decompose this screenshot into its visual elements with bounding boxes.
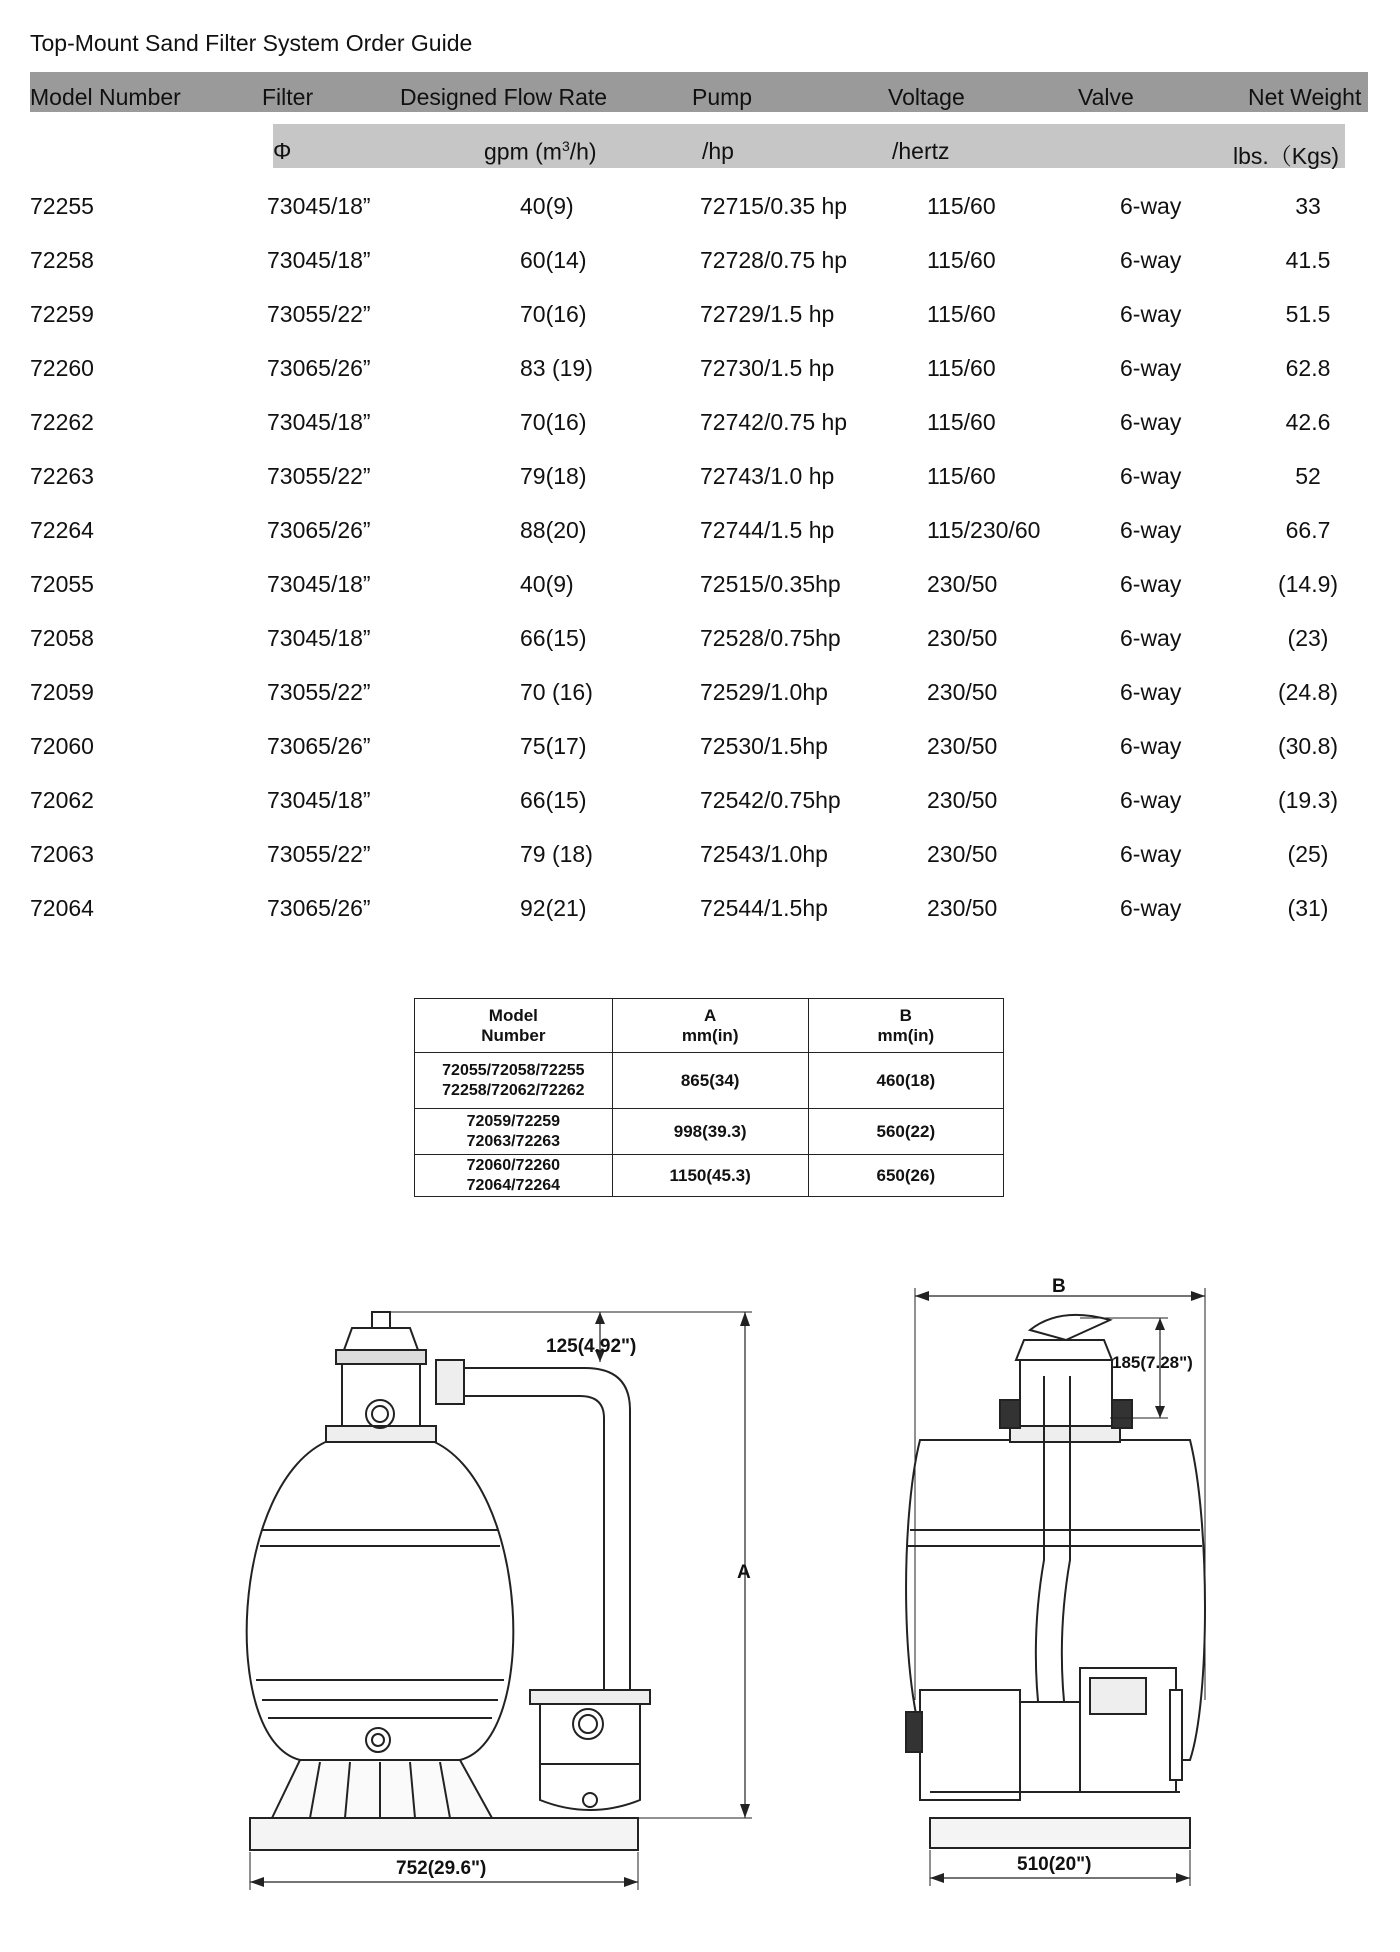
row-voltage: 115/60	[927, 193, 996, 219]
row-filter: 73065/26”	[267, 517, 371, 543]
row-model: 72260	[30, 355, 94, 381]
row-flow: 75(17)	[520, 733, 587, 759]
dim-a: 998(39.3)	[612, 1109, 808, 1155]
row-voltage: 230/50	[927, 679, 998, 705]
dim-b: 460(18)	[808, 1053, 1003, 1109]
row-model: 72063	[30, 841, 94, 867]
row-filter: 73055/22”	[267, 679, 371, 705]
row-weight: (25)	[1287, 841, 1329, 867]
page-title: Top-Mount Sand Filter System Order Guide	[30, 30, 473, 56]
front-top-dimension: 125(4.92")	[546, 1336, 637, 1357]
row-voltage: 230/50	[927, 895, 998, 921]
row-voltage: 115/60	[927, 409, 996, 435]
row-weight: (31)	[1287, 895, 1329, 921]
unit-weight: lbs.（Kgs)	[1233, 143, 1340, 169]
row-weight: 52	[1295, 463, 1321, 489]
row-voltage: 230/50	[927, 625, 998, 651]
row-weight: (19.3)	[1277, 787, 1339, 813]
row-flow: 66(15)	[520, 625, 587, 651]
row-pump: 72529/1.0hp	[700, 679, 828, 705]
row-model: 72259	[30, 301, 94, 327]
row-valve: 6-way	[1120, 247, 1182, 273]
row-pump: 72742/0.75 hp	[700, 409, 848, 435]
unit-pump: /hp	[702, 138, 734, 164]
row-model: 72262	[30, 409, 94, 435]
row-valve: 6-way	[1120, 517, 1182, 543]
row-valve: 6-way	[1120, 625, 1182, 651]
row-filter: 73055/22”	[267, 841, 371, 867]
row-valve: 6-way	[1120, 301, 1182, 327]
front-width-dimension: 752(29.6")	[396, 1858, 487, 1879]
row-weight: 42.6	[1285, 409, 1331, 435]
row-flow: 70(16)	[520, 301, 587, 327]
row-voltage: 115/60	[927, 355, 996, 381]
row-flow: 79 (18)	[520, 841, 593, 867]
row-flow: 40(9)	[520, 193, 574, 219]
row-valve: 6-way	[1120, 463, 1182, 489]
row-weight: 62.8	[1285, 355, 1331, 381]
row-model: 72060	[30, 733, 94, 759]
col-pump: Pump	[692, 84, 753, 110]
row-weight: (24.8)	[1277, 679, 1339, 705]
dim-models: 72060/72260 72064/72264	[415, 1155, 613, 1197]
row-filter: 73045/18”	[267, 193, 371, 219]
row-valve: 6-way	[1120, 355, 1182, 381]
row-flow: 92(21)	[520, 895, 587, 921]
row-model: 72263	[30, 463, 94, 489]
col-net-weight: Net Weight	[1248, 84, 1362, 110]
row-pump: 72544/1.5hp	[700, 895, 828, 921]
row-pump: 72744/1.5 hp	[700, 517, 835, 543]
row-weight: 66.7	[1285, 517, 1331, 543]
row-valve: 6-way	[1120, 841, 1182, 867]
dim-head-b: B mm(in)	[808, 999, 1003, 1053]
row-voltage: 230/50	[927, 571, 998, 597]
row-flow: 88(20)	[520, 517, 587, 543]
unit-flow: gpm $(m^3/h)$	[484, 138, 597, 165]
row-pump: 72528/0.75hp	[700, 625, 841, 651]
row-model: 72255	[30, 193, 94, 219]
row-filter: 73045/18”	[267, 625, 371, 651]
row-valve: 6-way	[1120, 193, 1182, 219]
row-weight: (30.8)	[1277, 733, 1339, 759]
row-pump: 72730/1.5 hp	[700, 355, 835, 381]
row-voltage: 115/60	[927, 301, 996, 327]
row-filter: 73055/22”	[267, 301, 371, 327]
col-filter: Filter	[262, 84, 314, 110]
row-model: 72264	[30, 517, 94, 543]
row-weight: 51.5	[1285, 301, 1331, 327]
row-flow: 66(15)	[520, 787, 587, 813]
row-flow: 79(18)	[520, 463, 587, 489]
side-width-label: B	[1052, 1276, 1066, 1297]
row-flow: 70(16)	[520, 409, 587, 435]
row-valve: 6-way	[1120, 895, 1182, 921]
dim-a: 865(34)	[612, 1053, 808, 1109]
row-model: 72055	[30, 571, 94, 597]
row-flow: 60(14)	[520, 247, 587, 273]
side-view-drawing	[906, 1288, 1205, 1886]
row-valve: 6-way	[1120, 787, 1182, 813]
row-filter: 73045/18”	[267, 247, 371, 273]
row-voltage: 230/50	[927, 733, 998, 759]
row-voltage: 230/50	[927, 841, 998, 867]
unit-voltage: /hertz	[892, 138, 950, 164]
row-valve: 6-way	[1120, 733, 1182, 759]
row-pump: 72530/1.5hp	[700, 733, 828, 759]
row-model: 72062	[30, 787, 94, 813]
dim-models: 72059/72259 72063/72263	[415, 1109, 613, 1155]
row-voltage: 115/60	[927, 247, 996, 273]
side-top-dimension: 185(7.28")	[1112, 1353, 1193, 1372]
col-valve: Valve	[1078, 84, 1134, 110]
col-flow-rate: Designed Flow Rate	[400, 84, 608, 110]
col-model-number: Model Number	[30, 84, 181, 110]
col-voltage: Voltage	[888, 84, 965, 110]
dim-b: 560(22)	[808, 1109, 1003, 1155]
row-pump: 72743/1.0 hp	[700, 463, 835, 489]
row-flow: 70 (16)	[520, 679, 593, 705]
dim-b: 650(26)	[808, 1155, 1003, 1197]
row-weight: 33	[1295, 193, 1321, 219]
row-pump: 72728/0.75 hp	[700, 247, 848, 273]
unit-filter: Φ	[273, 138, 292, 164]
row-filter: 73045/18”	[267, 787, 371, 813]
dim-head-a: A mm(in)	[612, 999, 808, 1053]
row-valve: 6-way	[1120, 571, 1182, 597]
row-pump: 72543/1.0hp	[700, 841, 828, 867]
row-pump: 72715/0.35 hp	[700, 193, 848, 219]
row-model: 72064	[30, 895, 94, 921]
row-model: 72058	[30, 625, 94, 651]
row-filter: 73065/26”	[267, 895, 371, 921]
row-flow: 40(9)	[520, 571, 574, 597]
row-weight: 41.5	[1285, 247, 1331, 273]
row-filter: 73065/26”	[267, 355, 371, 381]
row-filter: 73065/26”	[267, 733, 371, 759]
row-valve: 6-way	[1120, 679, 1182, 705]
row-flow: 83 (19)	[520, 355, 593, 381]
dim-models: 72055/72058/72255 72258/72062/72262	[415, 1053, 613, 1109]
dim-head-model: Model Number	[415, 999, 613, 1053]
front-view-drawing	[247, 1312, 752, 1890]
row-pump: 72542/0.75hp	[700, 787, 841, 813]
front-height-dimension: A	[737, 1562, 751, 1583]
row-model: 72059	[30, 679, 94, 705]
row-weight: (14.9)	[1277, 571, 1339, 597]
dim-a: 1150(45.3)	[612, 1155, 808, 1197]
row-filter: 73045/18”	[267, 409, 371, 435]
row-weight: (23)	[1287, 625, 1329, 651]
row-model: 72258	[30, 247, 94, 273]
row-filter: 73045/18”	[267, 571, 371, 597]
side-base-dimension: 510(20")	[1017, 1854, 1092, 1875]
row-voltage: 115/230/60	[927, 517, 1041, 543]
row-valve: 6-way	[1120, 409, 1182, 435]
row-voltage: 230/50	[927, 787, 998, 813]
row-filter: 73055/22”	[267, 463, 371, 489]
row-voltage: 115/60	[927, 463, 996, 489]
row-pump: 72729/1.5 hp	[700, 301, 835, 327]
row-pump: 72515/0.35hp	[700, 571, 841, 597]
